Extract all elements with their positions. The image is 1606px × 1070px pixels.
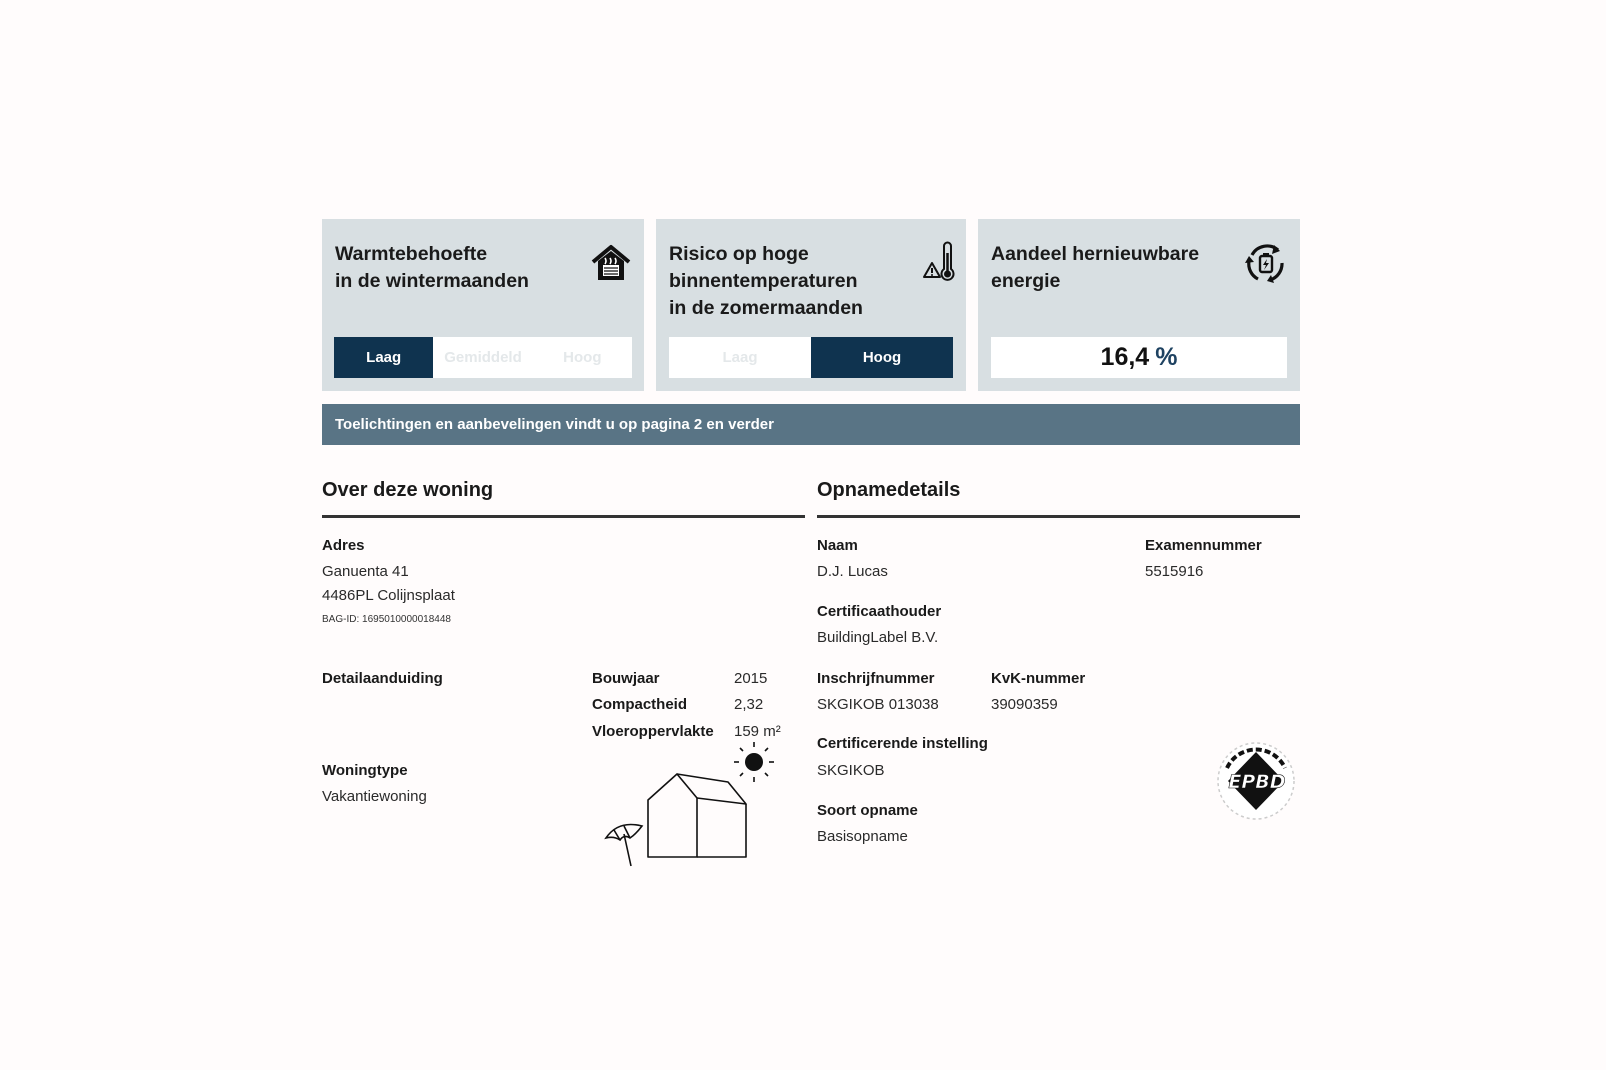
- woning-section-title: Over deze woning: [322, 479, 494, 501]
- overheat-title-line3: in de zomermaanden: [669, 297, 863, 319]
- opname-section-rule: [817, 515, 1300, 518]
- heat-option-gemiddeld: Gemiddeld: [444, 349, 522, 366]
- epbd-logo-text: EPBD: [1228, 771, 1286, 793]
- renewable-title-line1: Aandeel hernieuwbare: [991, 243, 1200, 265]
- inschrijfnummer-value: SKGIKOB 013038: [817, 696, 939, 713]
- renewable-share-unit: %: [1155, 343, 1178, 371]
- opname-section-title: Opnamedetails: [817, 479, 961, 501]
- overheat-option-hoog: Hoog: [811, 337, 953, 378]
- overheat-risk-scale: [669, 337, 953, 378]
- adres-line2: 4486PL Colijnsplaat: [322, 587, 455, 604]
- house-heating-icon: [590, 243, 632, 283]
- epbd-logo: [1213, 738, 1299, 824]
- renewable-share-title: [991, 241, 1199, 295]
- parasol-icon: [606, 825, 642, 867]
- sun-icon: [734, 742, 774, 782]
- renewable-share-card: [978, 219, 1300, 391]
- examennummer-label: Examennummer: [1145, 537, 1262, 554]
- bouwjaar-value: 2015: [734, 670, 768, 687]
- vacation-house-illustration: [600, 738, 790, 868]
- overheat-option-laag: Laag: [722, 349, 758, 366]
- heat-demand-title-line1: Warmtebehoefte: [335, 243, 488, 265]
- recommendations-banner-text: Toelichtingen en aanbevelingen vindt u op pagina 2 en verder: [335, 416, 774, 433]
- kvk-nummer-label: KvK-nummer: [991, 670, 1086, 687]
- compactheid-label: Compactheid: [592, 696, 688, 713]
- heat-option-laag: Laag: [334, 337, 433, 378]
- naam-value: D.J. Lucas: [817, 563, 888, 580]
- certificaathouder-label: Certificaathouder: [817, 603, 942, 620]
- overheat-title-line1: Risico op hoge: [669, 243, 809, 265]
- inschrijfnummer-label: Inschrijfnummer: [817, 670, 935, 687]
- heat-demand-scale: [334, 337, 632, 378]
- certificaathouder-value: BuildingLabel B.V.: [817, 629, 939, 646]
- renewable-share-value: [991, 337, 1287, 378]
- thermometer-warning-icon: [922, 241, 956, 283]
- heat-demand-card: [322, 219, 644, 391]
- certificerende-instelling-label: Certificerende instelling: [817, 735, 988, 752]
- woning-section-rule: [322, 515, 805, 518]
- soort-opname-label: Soort opname: [817, 802, 918, 819]
- house-outline-icon: [648, 774, 746, 857]
- adres-line1: Ganuenta 41: [322, 563, 409, 580]
- renewable-cycle-icon: [1244, 241, 1288, 285]
- soort-opname-value: Basisopname: [817, 828, 908, 845]
- recommendations-banner: [322, 404, 1300, 445]
- heat-demand-title: [335, 241, 529, 295]
- certificerende-instelling-value: SKGIKOB: [817, 762, 885, 779]
- overheat-title-line2: binnentemperaturen: [669, 270, 858, 292]
- vloeroppervlakte-value: 159 m²: [734, 723, 781, 740]
- bag-id: BAG-ID: 1695010000018448: [322, 614, 451, 625]
- kvk-nummer-value: 39090359: [991, 696, 1058, 713]
- overheat-risk-title: [669, 241, 863, 322]
- detailaanduiding-label: Detailaanduiding: [322, 670, 443, 687]
- overheat-risk-card: [656, 219, 966, 391]
- compactheid-value: 2,32: [734, 696, 764, 713]
- renewable-title-line2: energie: [991, 270, 1061, 292]
- vloeroppervlakte-label: Vloeroppervlakte: [592, 723, 714, 740]
- naam-label: Naam: [817, 537, 858, 554]
- examennummer-value: 5515916: [1145, 563, 1204, 580]
- heat-demand-title-line2: in de wintermaanden: [335, 270, 529, 292]
- renewable-share-number: 16,4: [1100, 343, 1150, 371]
- woningtype-value: Vakantiewoning: [322, 788, 427, 805]
- heat-option-hoog: Hoog: [563, 349, 602, 366]
- bouwjaar-label: Bouwjaar: [592, 670, 660, 687]
- woningtype-label: Woningtype: [322, 762, 408, 779]
- adres-label: Adres: [322, 537, 365, 554]
